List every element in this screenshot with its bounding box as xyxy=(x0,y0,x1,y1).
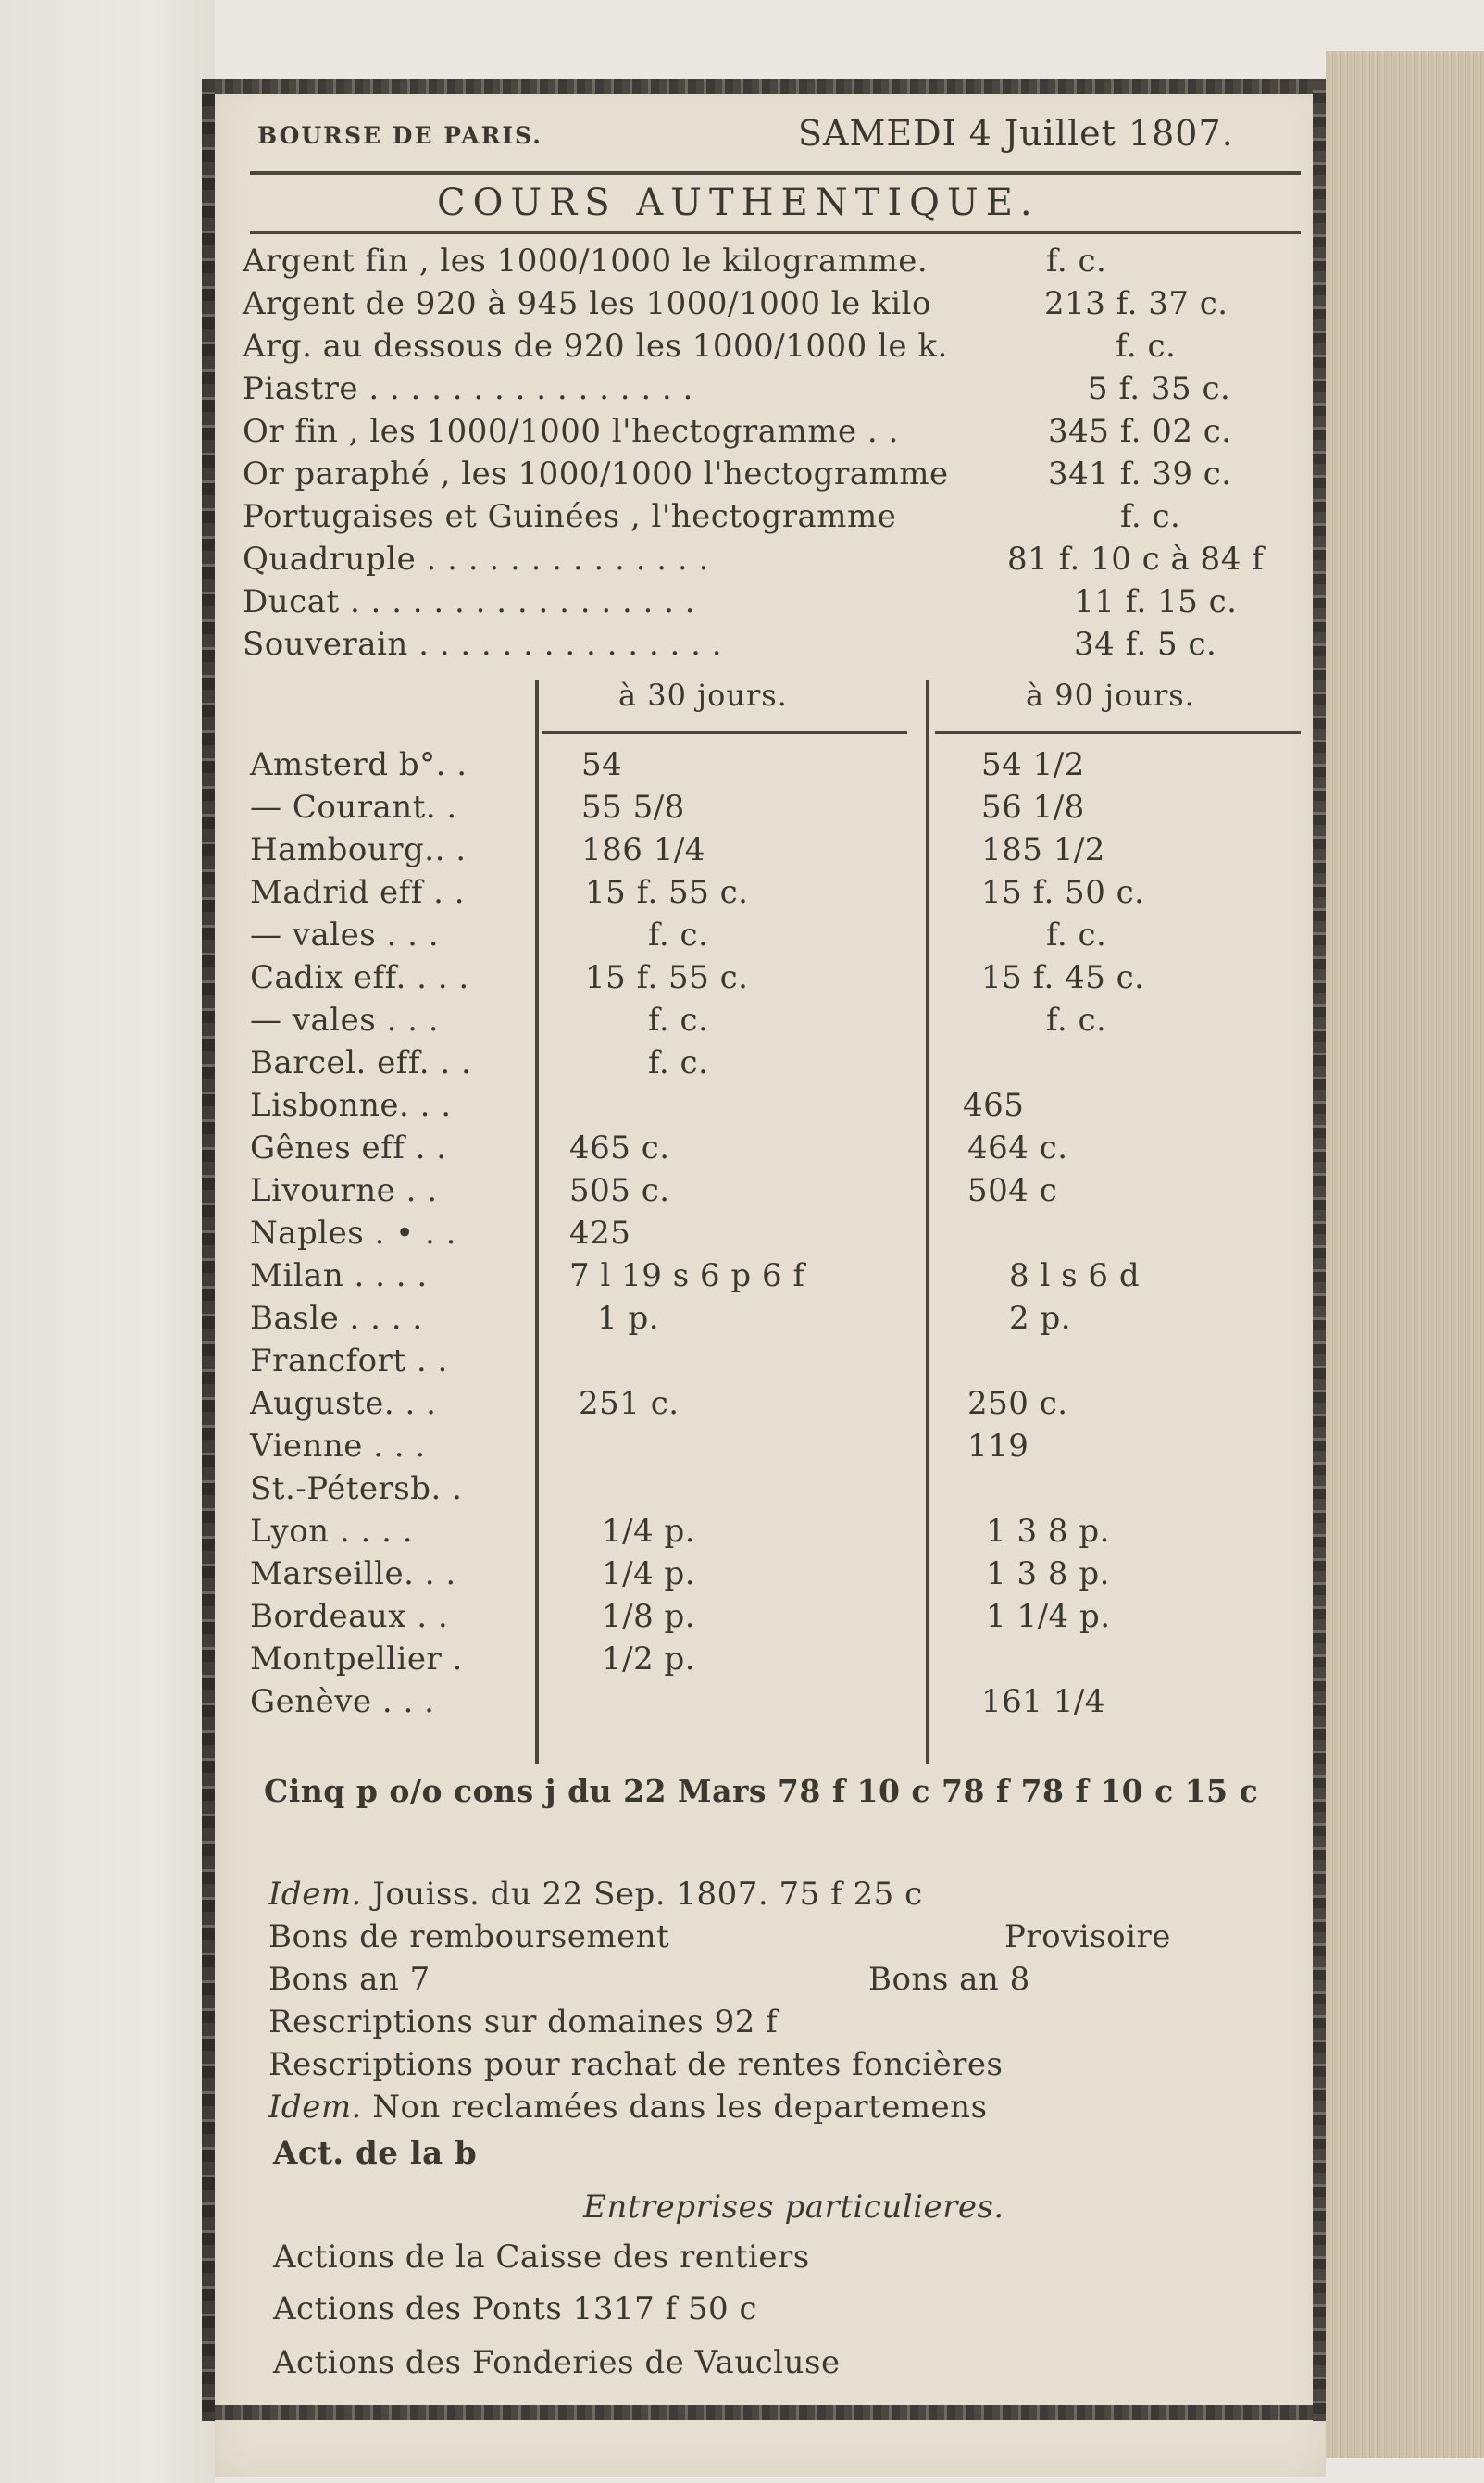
metal-label: Argent de 920 à 945 les 1000/1000 le kilo xyxy=(243,285,931,322)
bons-remboursement: Bons de remboursement xyxy=(268,1918,670,1955)
exchange-city: Gênes eff . . xyxy=(250,1129,447,1167)
act-banque: Act. de la b xyxy=(273,2135,478,2172)
metal-label: Quadruple . . . . . . . . . . . . . . xyxy=(243,541,709,578)
bons-an-7: Bons an 7 xyxy=(268,1961,430,1998)
exchange-90-days: 250 c. xyxy=(967,1385,1068,1422)
metal-price: 34 f. 5 c. xyxy=(1074,626,1217,663)
exchange-30-days: f. c. xyxy=(648,917,709,954)
exchange-column-rule xyxy=(535,680,539,1764)
exchange-30-days: 251 c. xyxy=(579,1385,680,1422)
exchange-90-days: f. c. xyxy=(1046,917,1107,954)
exchange-90-days: 1 3 8 p. xyxy=(986,1513,1110,1550)
exchange-30-days: 1 p. xyxy=(597,1300,660,1337)
rescriptions-rachat: Rescriptions pour rachat de rentes foncières xyxy=(268,2046,1004,2083)
metal-label: Or paraphé , les 1000/1000 l'hectogramme xyxy=(243,455,949,493)
metal-label: Arg. au dessous de 920 les 1000/1000 le k. xyxy=(243,328,948,365)
column-header-rule xyxy=(542,731,907,734)
exchange-90-days: 504 c xyxy=(967,1172,1058,1209)
exchange-30-days: 505 c. xyxy=(569,1172,670,1209)
book-page-edges xyxy=(1326,51,1484,2458)
exchange-30-days: 425 xyxy=(569,1215,631,1252)
idem-value: Jouiss. du 22 Sep. 1807. 75 f 25 c xyxy=(372,1876,923,1913)
exchange-city: Amsterd b°. . xyxy=(250,746,468,783)
masthead-date: SAMEDI 4 Juillet 1807. xyxy=(798,113,1234,154)
exchange-city: — vales . . . xyxy=(250,1002,440,1039)
metal-price: 11 f. 15 c. xyxy=(1074,583,1238,620)
exchange-90-days: 1 1/4 p. xyxy=(986,1598,1111,1635)
entreprises-heading: Entreprises particulieres. xyxy=(583,2189,1004,2226)
exchange-city: Lisbonne. . . xyxy=(250,1087,452,1124)
metal-label: Portugaises et Guinées , l'hectogramme xyxy=(243,498,897,535)
page-title: COURS AUTHENTIQUE. xyxy=(437,181,1040,224)
exchange-city: Hambourg.. . xyxy=(250,831,467,868)
exchange-30-days: f. c. xyxy=(648,1044,709,1081)
exchange-90-days: 8 l s 6 d xyxy=(1009,1257,1141,1294)
exchange-column-rule xyxy=(926,680,929,1764)
masthead-bourse: BOURSE DE PARIS. xyxy=(257,122,542,149)
idem-jouissance xyxy=(268,1876,923,1913)
exchange-city: — Courant. . xyxy=(250,789,457,826)
bons-an-8: Bons an 8 xyxy=(868,1961,1030,1998)
exchange-30-days: 54 xyxy=(581,746,623,783)
metal-label: Or fin , les 1000/1000 l'hectogramme . . xyxy=(243,413,899,450)
exchange-90-days: 15 f. 50 c. xyxy=(981,874,1145,911)
exchange-city: Auguste. . . xyxy=(250,1385,437,1422)
exchange-30-days: 1/4 p. xyxy=(602,1513,696,1550)
exchange-90-days: 465 xyxy=(963,1087,1025,1124)
column-header-90-days: à 90 jours. xyxy=(1026,678,1195,713)
actions-caisse: Actions de la Caisse des rentiers xyxy=(273,2239,810,2276)
metal-price: 341 f. 39 c. xyxy=(1048,455,1232,493)
exchange-90-days: f. c. xyxy=(1046,1002,1107,1039)
exchange-city: Vienne . . . xyxy=(250,1428,426,1465)
exchange-90-days: 1 3 8 p. xyxy=(986,1555,1110,1592)
exchange-30-days: 15 f. 55 c. xyxy=(585,959,749,996)
exchange-30-days: 1/2 p. xyxy=(602,1641,696,1678)
metal-label: Souverain . . . . . . . . . . . . . . . xyxy=(243,626,723,663)
metal-label: Ducat . . . . . . . . . . . . . . . . . xyxy=(243,583,696,620)
column-header-30-days: à 30 jours. xyxy=(618,678,788,713)
exchange-30-days: 465 c. xyxy=(569,1129,670,1167)
metal-price: f. c. xyxy=(1120,498,1181,535)
title-rule xyxy=(250,231,1301,234)
border-left xyxy=(202,79,215,2421)
border-right xyxy=(1313,79,1326,2421)
exchange-30-days: 186 1/4 xyxy=(581,831,705,868)
exchange-city: Madrid eff . . xyxy=(250,874,466,911)
exchange-city: Barcel. eff. . . xyxy=(250,1044,472,1081)
metal-price: 5 f. 35 c. xyxy=(1088,370,1231,407)
rescriptions-domaines: Rescriptions sur domaines 92 f xyxy=(268,2003,779,2040)
actions-ponts: Actions des Ponts 1317 f 50 c xyxy=(273,2290,758,2327)
exchange-city: St.-Pétersb. . xyxy=(250,1470,463,1507)
metal-price: 81 f. 10 c à 84 f xyxy=(1007,541,1265,578)
idem-non-reclamees xyxy=(268,2089,988,2126)
exchange-30-days: 1/8 p. xyxy=(602,1598,696,1635)
exchange-city: Bordeaux . . xyxy=(250,1598,449,1635)
exchange-90-days: 15 f. 45 c. xyxy=(981,959,1145,996)
exchange-30-days: f. c. xyxy=(648,1002,709,1039)
idem-label: Idem. xyxy=(268,2089,362,2126)
exchange-90-days: 161 1/4 xyxy=(981,1683,1105,1720)
exchange-city: Lyon . . . . xyxy=(250,1513,414,1550)
exchange-90-days: 185 1/2 xyxy=(981,831,1105,868)
idem-non-reclamees-value: Non reclamées dans les departemens xyxy=(372,2089,988,2126)
exchange-city: Montpellier . xyxy=(250,1641,463,1678)
exchange-30-days: 15 f. 55 c. xyxy=(585,874,749,911)
exchange-city: — vales . . . xyxy=(250,917,440,954)
rentes-cinq-pour-cent: Cinq p o/o cons j du 22 Mars 78 f 10 c 78 f 78 f 10 c 15 c xyxy=(264,1773,1259,1809)
metal-price: f. c. xyxy=(1116,328,1177,365)
column-header-rule xyxy=(935,731,1301,734)
metal-price: f. c. xyxy=(1046,243,1107,280)
metal-price: 345 f. 02 c. xyxy=(1048,413,1232,450)
exchange-city: Genève . . . xyxy=(250,1683,435,1720)
border-top xyxy=(215,79,1326,94)
exchange-city: Cadix eff. . . . xyxy=(250,959,469,996)
exchange-90-days: 2 p. xyxy=(1009,1300,1072,1337)
exchange-city: Naples . • . . xyxy=(250,1215,456,1252)
metal-price: 213 f. 37 c. xyxy=(1044,285,1228,322)
header-rule xyxy=(250,171,1301,175)
exchange-30-days: 7 l 19 s 6 p 6 f xyxy=(569,1257,805,1294)
exchange-30-days: 55 5/8 xyxy=(581,789,685,826)
exchange-90-days: 56 1/8 xyxy=(981,789,1085,826)
exchange-city: Marseille. . . xyxy=(250,1555,456,1592)
border-bottom xyxy=(215,2405,1326,2420)
exchange-city: Basle . . . . xyxy=(250,1300,423,1337)
metal-label: Piastre . . . . . . . . . . . . . . . . xyxy=(243,370,693,407)
actions-fonderies: Actions des Fonderies de Vaucluse xyxy=(273,2344,841,2381)
exchange-90-days: 464 c. xyxy=(967,1129,1068,1167)
metal-label: Argent fin , les 1000/1000 le kilogramme. xyxy=(243,243,929,280)
exchange-city: Livourne . . xyxy=(250,1172,438,1209)
exchange-city: Milan . . . . xyxy=(250,1257,428,1294)
background-left xyxy=(0,0,215,2483)
idem-label: Idem. xyxy=(268,1876,362,1913)
exchange-90-days: 54 1/2 xyxy=(981,746,1085,783)
exchange-30-days: 1/4 p. xyxy=(602,1555,696,1592)
provisoire: Provisoire xyxy=(1004,1918,1171,1955)
exchange-90-days: 119 xyxy=(967,1428,1029,1465)
exchange-city: Francfort . . xyxy=(250,1342,448,1379)
